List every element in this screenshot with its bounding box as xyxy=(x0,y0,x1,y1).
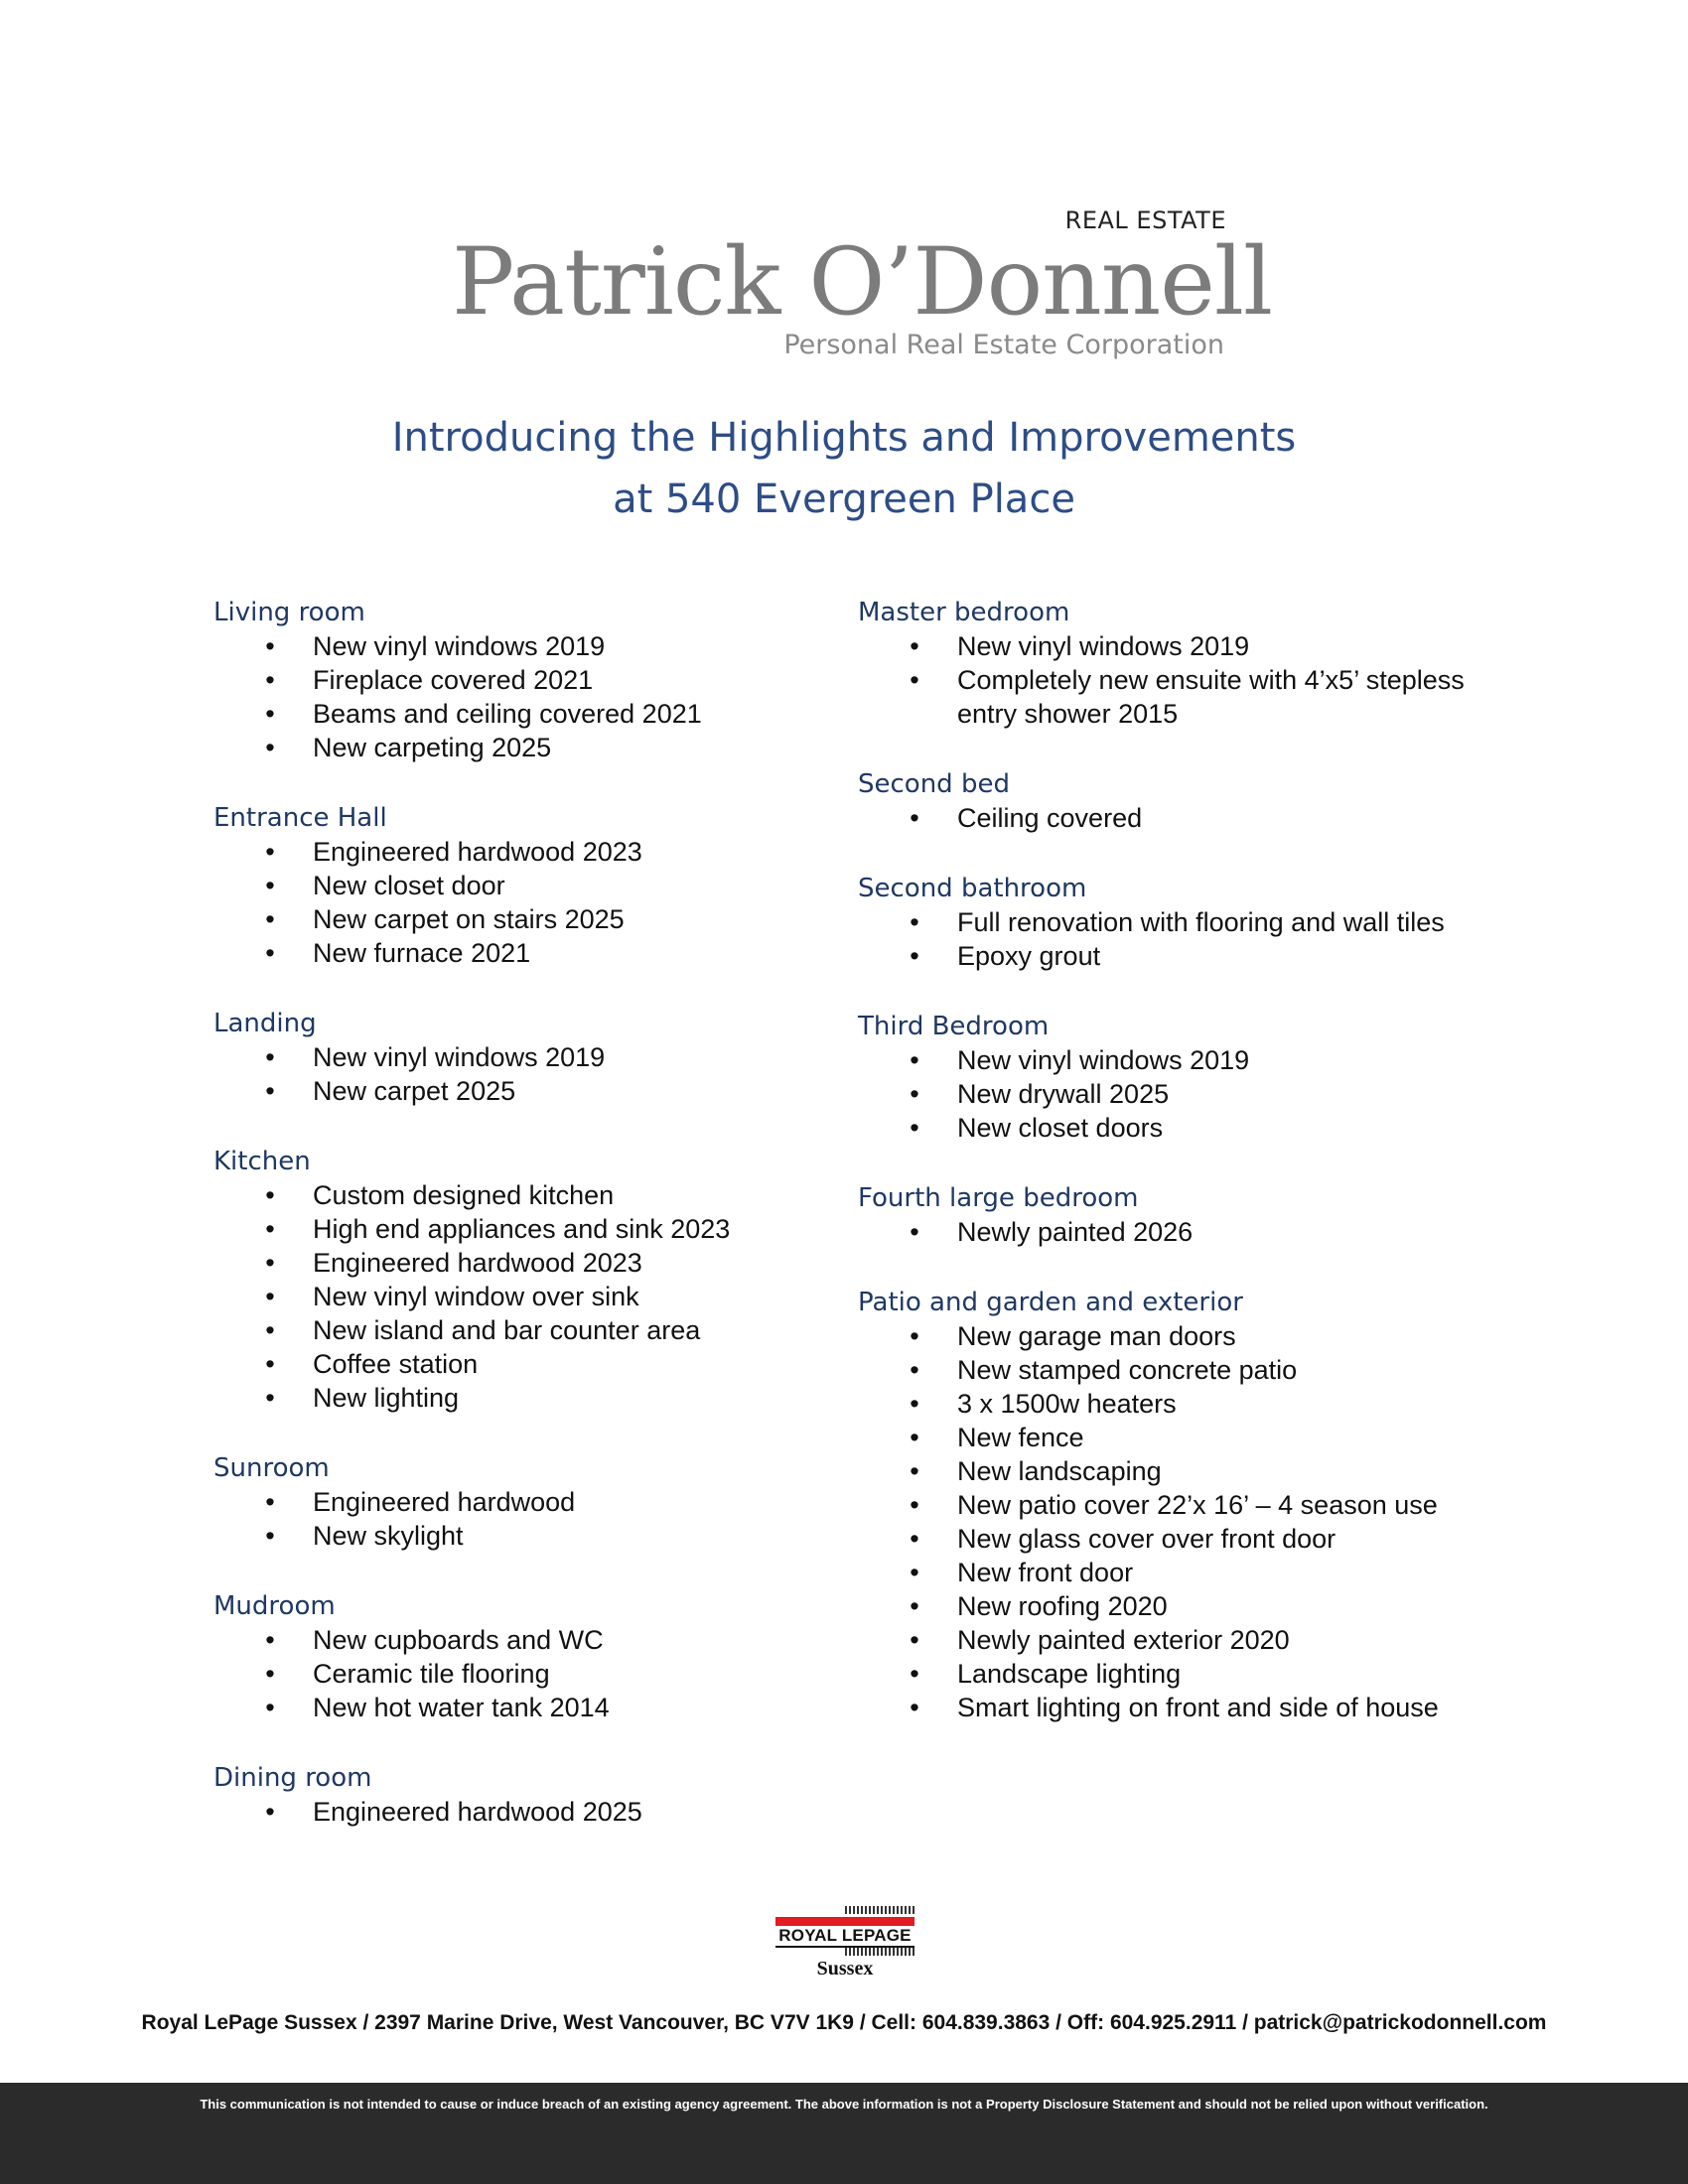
bullet-icon: • xyxy=(910,1591,919,1621)
barcode-stripe xyxy=(893,1948,895,1956)
bullet-icon: • xyxy=(265,699,275,729)
footer-bar xyxy=(0,2083,1688,2184)
barcode-stripe xyxy=(861,1948,863,1956)
bullet-icon: • xyxy=(910,1490,919,1520)
bullet-icon: • xyxy=(265,1282,275,1311)
bullet-icon: • xyxy=(265,837,275,867)
bullet-icon: • xyxy=(265,938,275,968)
list-item xyxy=(858,1077,1513,1111)
improvement-list xyxy=(213,1040,829,1108)
room-section xyxy=(213,801,829,970)
improvement-list xyxy=(213,835,829,970)
list-item xyxy=(213,1280,829,1313)
barcode-stripe xyxy=(865,1948,867,1956)
improvement-list xyxy=(858,905,1513,973)
list-item xyxy=(858,1111,1513,1145)
room-section xyxy=(858,1286,1513,1724)
list-item xyxy=(213,1313,829,1347)
list-item-text: New closet doors xyxy=(957,1113,1164,1143)
barcode-stripe xyxy=(865,1906,867,1914)
room-section xyxy=(213,1007,829,1108)
barcode-stripe xyxy=(881,1948,883,1956)
list-item-text: 3 x 1500w heaters xyxy=(957,1389,1177,1419)
bullet-icon: • xyxy=(265,665,275,695)
room-title: Third Bedroom xyxy=(858,1012,1050,1041)
list-item-text: Engineered hardwood xyxy=(313,1487,576,1517)
barcode-stripe xyxy=(889,1948,891,1956)
list-item xyxy=(858,1522,1513,1556)
title-line-1: Introducing the Highlights and Improvements xyxy=(391,415,1297,461)
barcode-stripe xyxy=(885,1906,887,1914)
room-title: Sunroom xyxy=(213,1453,330,1483)
list-item xyxy=(213,1074,829,1108)
room-title: Fourth large bedroom xyxy=(858,1183,1139,1213)
room-title: Master bedroom xyxy=(858,598,1070,627)
list-item-text: Landscape lighting xyxy=(957,1659,1182,1689)
list-item-text: Ceramic tile flooring xyxy=(313,1659,550,1689)
list-item-text: New furnace 2021 xyxy=(313,938,531,968)
barcode-stripe xyxy=(869,1948,871,1956)
list-item xyxy=(858,1556,1513,1589)
list-item-text: New lighting xyxy=(313,1383,460,1413)
list-item xyxy=(858,1043,1513,1077)
room-title: Second bathroom xyxy=(858,874,1087,903)
barcode-stripe xyxy=(901,1906,903,1914)
bullet-icon: • xyxy=(265,1214,275,1244)
bullet-icon: • xyxy=(265,1659,275,1689)
list-item xyxy=(858,939,1513,973)
bullet-icon: • xyxy=(910,1524,919,1554)
bullet-icon: • xyxy=(265,1487,275,1517)
logo-barcode-bottom xyxy=(775,1948,914,1956)
bullet-icon: • xyxy=(910,665,919,695)
list-item xyxy=(213,1485,829,1519)
bullet-icon: • xyxy=(265,1521,275,1551)
barcode-stripe xyxy=(897,1948,899,1956)
disclaimer-text: This communication is not intended to cause or induce breach of an existing agency agreement. The above information is not a Property Disclosure Statement and should not be relied upon without verification. xyxy=(200,2097,1488,2112)
barcode-stripe xyxy=(845,1948,847,1956)
list-item xyxy=(213,835,829,869)
room-title: Living room xyxy=(213,598,365,627)
list-item xyxy=(213,1178,829,1212)
barcode-stripe xyxy=(877,1948,879,1956)
bullet-icon: • xyxy=(910,1625,919,1655)
room-section xyxy=(858,872,1513,973)
bullet-icon: • xyxy=(910,1456,919,1486)
list-item xyxy=(213,1691,829,1724)
list-item xyxy=(858,801,1513,835)
list-item xyxy=(858,629,1513,663)
room-section xyxy=(213,1589,829,1724)
bullet-icon: • xyxy=(910,1217,919,1247)
list-item xyxy=(213,1246,829,1280)
bullet-icon: • xyxy=(910,1389,919,1419)
bullet-icon: • xyxy=(265,1693,275,1722)
list-item xyxy=(213,936,829,970)
logo-subtitle: Personal Real Estate Corporation xyxy=(783,330,1224,360)
list-item-text: New drywall 2025 xyxy=(957,1079,1170,1109)
improvement-list xyxy=(858,801,1513,835)
improvement-list xyxy=(858,1043,1513,1145)
list-item-text: New roofing 2020 xyxy=(957,1591,1168,1621)
room-title: Mudroom xyxy=(213,1591,336,1621)
barcode-stripe xyxy=(873,1906,875,1914)
room-title: Second bed xyxy=(858,769,1010,799)
list-item-text: New cupboards and WC xyxy=(313,1625,604,1655)
list-item xyxy=(858,1319,1513,1353)
list-item-text: New vinyl windows 2019 xyxy=(957,631,1250,661)
improvement-list xyxy=(213,1623,829,1724)
bullet-icon: • xyxy=(910,1321,919,1351)
list-item-text: New carpet 2025 xyxy=(313,1076,516,1106)
list-item-text: Smart lighting on front and side of house xyxy=(957,1693,1439,1722)
room-title: Entrance Hall xyxy=(213,803,387,833)
barcode-stripe xyxy=(849,1906,851,1914)
list-item-text: New vinyl windows 2019 xyxy=(313,1042,606,1072)
room-section xyxy=(213,596,829,764)
bullet-icon: • xyxy=(265,1248,275,1278)
list-item-text: New stamped concrete patio xyxy=(957,1355,1298,1385)
list-item xyxy=(213,1381,829,1415)
bullet-icon: • xyxy=(265,871,275,900)
improvement-list xyxy=(213,1795,829,1829)
list-item-text: Engineered hardwood 2025 xyxy=(313,1797,642,1827)
list-item xyxy=(858,1623,1513,1657)
list-item xyxy=(213,1795,829,1829)
list-item-text: New vinyl window over sink xyxy=(313,1282,639,1311)
room-section xyxy=(213,1761,829,1829)
barcode-stripe xyxy=(849,1948,851,1956)
bullet-icon: • xyxy=(910,1079,919,1109)
list-item-text: New carpeting 2025 xyxy=(313,733,552,762)
list-item-text: Newly painted exterior 2020 xyxy=(957,1625,1290,1655)
list-item xyxy=(213,1212,829,1246)
barcode-stripe xyxy=(893,1906,895,1914)
barcode-stripe xyxy=(857,1948,859,1956)
bullet-icon: • xyxy=(910,941,919,971)
improvement-list xyxy=(858,1215,1513,1249)
list-item-text: High end appliances and sink 2023 xyxy=(313,1214,731,1244)
improvement-list xyxy=(213,1178,829,1415)
room-title: Patio and garden and exterior xyxy=(858,1288,1243,1317)
room-section xyxy=(858,596,1513,731)
barcode-stripe xyxy=(901,1948,903,1956)
barcode-stripe xyxy=(845,1906,847,1914)
logo-tagline: REAL ESTATE xyxy=(1064,206,1226,234)
bullet-icon: • xyxy=(910,1113,919,1143)
bullet-icon: • xyxy=(265,1180,275,1210)
improvement-list xyxy=(213,1485,829,1553)
list-item-text: Engineered hardwood 2023 xyxy=(313,1248,642,1278)
barcode-stripe xyxy=(913,1906,914,1914)
barcode-stripe xyxy=(897,1906,899,1914)
bullet-icon: • xyxy=(265,733,275,762)
list-item-text: New vinyl windows 2019 xyxy=(957,1045,1250,1075)
improvement-list xyxy=(858,629,1513,731)
barcode-stripe xyxy=(913,1948,914,1956)
logo-red-bar xyxy=(775,1917,914,1926)
barcode-stripe xyxy=(881,1906,883,1914)
contact-line: Royal LePage Sussex / 2397 Marine Drive, West Vancouver, BC V7V 1K9 / Cell: 604.839.3863 / Off: 604.925.2911 / patrick@patrickodonnell.com xyxy=(141,2011,1547,2034)
list-item xyxy=(858,1387,1513,1421)
list-item xyxy=(858,1421,1513,1454)
list-item-text: Newly painted 2026 xyxy=(957,1217,1194,1247)
room-section xyxy=(858,767,1513,835)
list-item xyxy=(213,1347,829,1381)
list-item-text: Coffee station xyxy=(313,1349,479,1379)
bullet-icon: • xyxy=(910,1355,919,1385)
barcode-stripe xyxy=(885,1948,887,1956)
barcode-stripe xyxy=(905,1948,907,1956)
agent-logo xyxy=(452,199,1273,372)
bullet-icon: • xyxy=(265,1797,275,1827)
bullet-icon: • xyxy=(910,631,919,661)
list-item-text: New skylight xyxy=(313,1521,464,1551)
list-item-text: Fireplace covered 2021 xyxy=(313,665,594,695)
royal-lepage-logo xyxy=(775,1906,914,1981)
list-item xyxy=(213,731,829,764)
bullet-icon: • xyxy=(910,1693,919,1722)
list-item-text: New vinyl windows 2019 xyxy=(313,631,606,661)
improvement-list xyxy=(213,629,829,764)
list-item xyxy=(858,1657,1513,1691)
list-item xyxy=(858,905,1513,939)
list-item xyxy=(858,1454,1513,1488)
left-column xyxy=(213,596,829,1865)
bullet-icon: • xyxy=(265,1349,275,1379)
list-item xyxy=(858,1488,1513,1522)
list-item-text: Engineered hardwood 2023 xyxy=(313,837,642,867)
list-item-text: New hot water tank 2014 xyxy=(313,1693,610,1722)
list-item xyxy=(213,1040,829,1074)
improvement-list xyxy=(858,1319,1513,1724)
list-item xyxy=(213,869,829,902)
list-item xyxy=(213,902,829,936)
bullet-icon: • xyxy=(265,904,275,934)
list-item-text: New front door xyxy=(957,1558,1134,1587)
list-item-text: Full renovation with flooring and wall tiles xyxy=(957,907,1445,937)
barcode-stripe xyxy=(857,1906,859,1914)
logo-brand-text: ROYAL LEPAGE xyxy=(778,1926,912,1945)
barcode-stripe xyxy=(853,1906,855,1914)
barcode-stripe xyxy=(905,1906,907,1914)
list-item xyxy=(213,629,829,663)
bullet-icon: • xyxy=(265,1625,275,1655)
logo-barcode-top xyxy=(775,1906,914,1914)
barcode-stripe xyxy=(877,1906,879,1914)
bullet-icon: • xyxy=(265,1076,275,1106)
list-item-text: Epoxy grout xyxy=(957,941,1101,971)
bullet-icon: • xyxy=(265,1383,275,1413)
list-item xyxy=(213,1623,829,1657)
list-item xyxy=(213,663,829,697)
list-item-text: New island and bar counter area xyxy=(313,1315,701,1345)
list-item xyxy=(858,1215,1513,1249)
list-item-text: New carpet on stairs 2025 xyxy=(313,904,625,934)
room-section xyxy=(858,1010,1513,1145)
bullet-icon: • xyxy=(910,1558,919,1587)
barcode-stripe xyxy=(869,1906,871,1914)
list-item xyxy=(858,663,1513,731)
list-item-text: New landscaping xyxy=(957,1456,1162,1486)
right-column xyxy=(858,596,1513,1761)
list-item-text: New glass cover over front door xyxy=(957,1524,1336,1554)
list-item xyxy=(213,1519,829,1553)
list-item-text: Ceiling covered xyxy=(957,803,1143,833)
bullet-icon: • xyxy=(910,1045,919,1075)
room-section xyxy=(213,1451,829,1553)
room-title: Landing xyxy=(213,1009,317,1038)
bullet-icon: • xyxy=(910,803,919,833)
barcode-stripe xyxy=(853,1948,855,1956)
barcode-stripe xyxy=(873,1948,875,1956)
bullet-icon: • xyxy=(910,1659,919,1689)
barcode-stripe xyxy=(909,1906,911,1914)
list-item xyxy=(213,697,829,731)
logo-agent-name: Patrick O’Donnell xyxy=(452,228,1273,337)
list-item-text: New closet door xyxy=(313,871,505,900)
bullet-icon: • xyxy=(910,907,919,937)
list-item xyxy=(858,1353,1513,1387)
bullet-icon: • xyxy=(265,631,275,661)
list-item-text: New fence xyxy=(957,1423,1084,1452)
list-item-text: Custom designed kitchen xyxy=(313,1180,615,1210)
list-item-text: Beams and ceiling covered 2021 xyxy=(313,699,702,729)
bullet-icon: • xyxy=(910,1423,919,1452)
room-section xyxy=(858,1181,1513,1249)
title-line-2: at 540 Evergreen Place xyxy=(613,477,1075,522)
bullet-icon: • xyxy=(265,1042,275,1072)
page-title xyxy=(0,407,1688,530)
list-item-text: Completely new ensuite with 4’x5’ stepless entry shower 2015 xyxy=(957,665,1465,729)
list-item-text: New patio cover 22’x 16’ – 4 season use xyxy=(957,1490,1438,1520)
room-title: Kitchen xyxy=(213,1147,311,1176)
list-item xyxy=(213,1657,829,1691)
room-title: Dining room xyxy=(213,1763,372,1793)
barcode-stripe xyxy=(861,1906,863,1914)
barcode-stripe xyxy=(889,1906,891,1914)
bullet-icon: • xyxy=(265,1315,275,1345)
list-item-text: New garage man doors xyxy=(957,1321,1236,1351)
room-section xyxy=(213,1145,829,1415)
logo-office-text: Sussex xyxy=(816,1958,874,1979)
list-item xyxy=(858,1589,1513,1623)
list-item xyxy=(858,1691,1513,1724)
barcode-stripe xyxy=(909,1948,911,1956)
